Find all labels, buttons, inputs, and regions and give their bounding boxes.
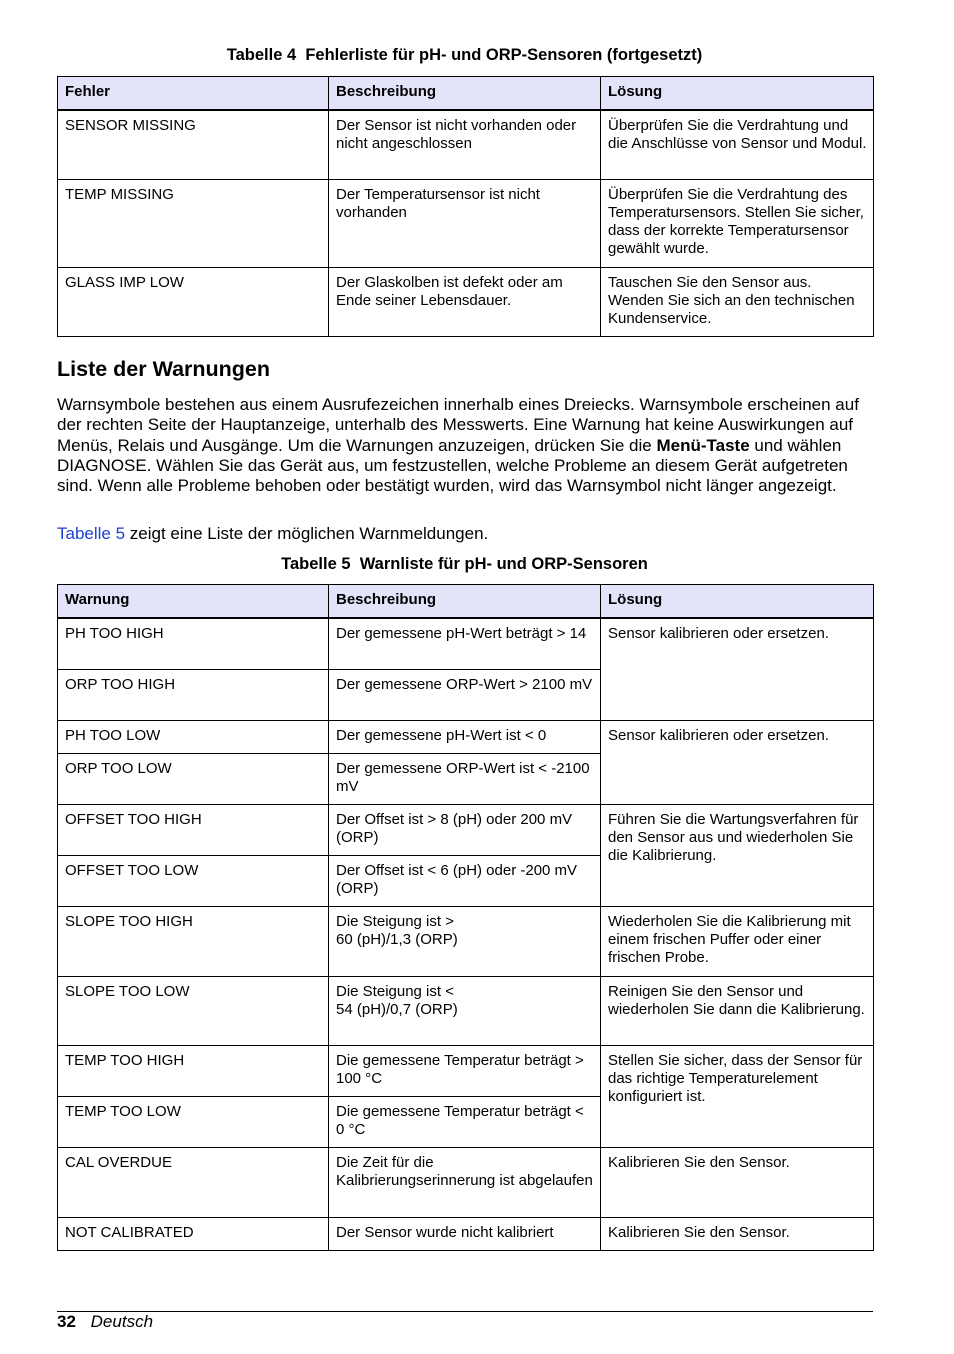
table-reference-line bbox=[57, 524, 488, 544]
table-row bbox=[58, 618, 874, 669]
description-cell: Der Sensor ist nicht vorhanden oder nicht angeschlossen bbox=[329, 110, 601, 179]
error-table bbox=[57, 76, 874, 337]
description-cell: Die gemessene Temperatur beträgt > 100 °C bbox=[329, 1045, 601, 1096]
column-header-warning: Warnung bbox=[58, 585, 329, 619]
solution-cell: Sensor kalibrieren oder ersetzen. bbox=[601, 618, 874, 720]
warning-table bbox=[57, 584, 874, 1251]
table-5-caption bbox=[57, 555, 872, 574]
column-header-solution: Lösung bbox=[601, 77, 874, 111]
footer-divider bbox=[57, 1311, 873, 1312]
table-4-caption-title: Fehlerliste für pH- und ORP-Sensoren (fortgesetzt) bbox=[305, 46, 703, 64]
table-row bbox=[58, 1217, 874, 1250]
table-row bbox=[58, 1147, 874, 1217]
warning-code-cell: SLOPE TOO LOW bbox=[58, 976, 329, 1045]
table-5-caption-title: Warnliste für pH- und ORP-Sensoren bbox=[359, 555, 648, 573]
column-header-description: Beschreibung bbox=[329, 77, 601, 111]
description-cell: Die Zeit für die Kalibrierungserinnerung ist abgelaufen bbox=[329, 1147, 601, 1217]
solution-cell: Führen Sie die Wartungsverfahren für den Sensor aus und wiederholen Sie die Kalibrierung. bbox=[601, 804, 874, 906]
table-4-caption bbox=[57, 46, 872, 65]
table-header-row bbox=[58, 585, 874, 619]
warning-code-cell: SLOPE TOO HIGH bbox=[58, 906, 329, 976]
description-cell: Der Sensor wurde nicht kalibriert bbox=[329, 1217, 601, 1250]
table-row bbox=[58, 110, 874, 179]
description-cell: Der gemessene pH-Wert beträgt > 14 bbox=[329, 618, 601, 669]
warning-code-cell: PH TOO HIGH bbox=[58, 618, 329, 669]
error-code-cell: TEMP MISSING bbox=[58, 179, 329, 267]
warning-code-cell: OFFSET TOO LOW bbox=[58, 855, 329, 906]
column-header-description: Beschreibung bbox=[329, 585, 601, 619]
table-5-caption-label: Tabelle 5 bbox=[281, 555, 351, 573]
description-cell: Die gemessene Temperatur beträgt < 0 °C bbox=[329, 1096, 601, 1147]
warning-code-cell: PH TOO LOW bbox=[58, 720, 329, 753]
description-cell: Die Steigung ist < 54 (pH)/0,7 (ORP) bbox=[329, 976, 601, 1045]
solution-cell: Reinigen Sie den Sensor und wiederholen Sie dann die Kalibrierung. bbox=[601, 976, 874, 1045]
warning-code-cell: CAL OVERDUE bbox=[58, 1147, 329, 1217]
solution-cell: Kalibrieren Sie den Sensor. bbox=[601, 1217, 874, 1250]
warning-code-cell: NOT CALIBRATED bbox=[58, 1217, 329, 1250]
description-cell: Der gemessene ORP-Wert ist < -2100 mV bbox=[329, 753, 601, 804]
intro-paragraph bbox=[57, 395, 872, 496]
table-row bbox=[58, 1045, 874, 1096]
warning-code-cell: TEMP TOO LOW bbox=[58, 1096, 329, 1147]
solution-cell: Tauschen Sie den Sensor aus. Wenden Sie sich an den technischen Kundenservice. bbox=[601, 267, 874, 336]
table-row bbox=[58, 976, 874, 1045]
description-cell: Der Offset ist > 8 (pH) oder 200 mV (ORP) bbox=[329, 804, 601, 855]
solution-cell: Wiederholen Sie die Kalibrierung mit einem frischen Puffer oder einer frischen Probe. bbox=[601, 906, 874, 976]
page-number: 32 bbox=[57, 1312, 76, 1331]
column-header-error: Fehler bbox=[58, 77, 329, 111]
warning-code-cell: ORP TOO LOW bbox=[58, 753, 329, 804]
description-cell: Der gemessene ORP-Wert > 2100 mV bbox=[329, 669, 601, 720]
solution-cell: Sensor kalibrieren oder ersetzen. bbox=[601, 720, 874, 804]
error-code-cell: GLASS IMP LOW bbox=[58, 267, 329, 336]
solution-cell: Überprüfen Sie die Verdrahtung und die Anschlüsse von Sensor und Modul. bbox=[601, 110, 874, 179]
solution-cell: Stellen Sie sicher, dass der Sensor für das richtige Temperaturelement konfiguriert ist. bbox=[601, 1045, 874, 1147]
description-cell: Der gemessene pH-Wert ist < 0 bbox=[329, 720, 601, 753]
table-row bbox=[58, 720, 874, 753]
table-row bbox=[58, 906, 874, 976]
table-header-row bbox=[58, 77, 874, 111]
table-4-caption-label: Tabelle 4 bbox=[226, 46, 297, 64]
section-heading: Liste der Warnungen bbox=[57, 357, 271, 381]
warning-code-cell: TEMP TOO HIGH bbox=[58, 1045, 329, 1096]
table-row bbox=[58, 804, 874, 855]
description-cell: Der Temperatursensor ist nicht vorhanden bbox=[329, 179, 601, 267]
intro-text-2: und wählen DIAGNOSE. Wählen Sie das Gerät aus, um festzustellen, welche Probleme an diesem Gerät aufgetreten sind. Wenn alle Probleme behoben oder bestätigt wurden, wird das Warnsymbol nicht länger angezeigt. bbox=[57, 435, 848, 496]
warning-code-cell: ORP TOO HIGH bbox=[58, 669, 329, 720]
description-cell: Die Steigung ist > 60 (pH)/1,3 (ORP) bbox=[329, 906, 601, 976]
solution-cell: Kalibrieren Sie den Sensor. bbox=[601, 1147, 874, 1217]
intro-text-1: Warnsymbole bestehen aus einem Ausrufezeichen innerhalb eines Dreiecks. Warnsymbole erscheinen auf der rechten Seite der Hauptanzeige, unterhalb des Messwerts. Eine Warnung hat keine Auswirkungen auf Menüs, Relais und Ausgänge. Um die Warnungen anzuzeigen, drücken Sie die bbox=[57, 395, 859, 455]
error-code-cell: SENSOR MISSING bbox=[58, 110, 329, 179]
menu-key-label: Menü-Taste bbox=[656, 435, 750, 455]
warning-code-cell: OFFSET TOO HIGH bbox=[58, 804, 329, 855]
table-reference-text: zeigt eine Liste der möglichen Warnmeldungen. bbox=[125, 524, 489, 543]
description-cell: Der Glaskolben ist defekt oder am Ende seiner Lebensdauer. bbox=[329, 267, 601, 336]
column-header-solution: Lösung bbox=[601, 585, 874, 619]
description-cell: Der Offset ist < 6 (pH) oder -200 mV (ORP) bbox=[329, 855, 601, 906]
table-5-link[interactable]: Tabelle 5 bbox=[57, 524, 126, 543]
solution-cell: Überprüfen Sie die Verdrahtung des Temperatursensors. Stellen Sie sicher, dass der korrekte Temperatursensor gewählt wurde. bbox=[601, 179, 874, 267]
table-row bbox=[58, 179, 874, 267]
page-footer bbox=[57, 1312, 153, 1332]
footer-language: Deutsch bbox=[90, 1312, 154, 1331]
table-row bbox=[58, 267, 874, 336]
